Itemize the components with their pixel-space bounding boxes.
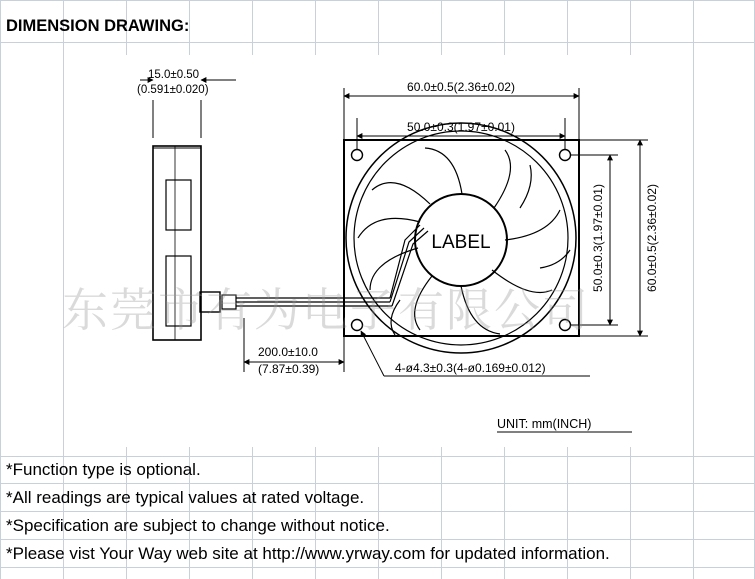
hole-spacing-vertical-label: 50.0±0.3(1.97±0.01) [591, 184, 605, 292]
fan-drawing-svg [125, 55, 680, 447]
outer-height-label: 60.0±0.5(2.36±0.02) [645, 184, 659, 292]
fan-side-view [153, 100, 220, 340]
hole-spacing-label: 50.0±0.3(1.97±0.01) [407, 120, 515, 134]
mounting-holes-label: 4-ø4.3±0.3(4-ø0.169±0.012) [395, 361, 546, 375]
lead-length-mm-label: 200.0±10.0 [258, 345, 318, 359]
thickness-mm-label: 15.0±0.50 [148, 69, 200, 81]
note-specification-change: *Specification are subject to change without notice. [6, 516, 390, 535]
lead-length-in-label: (7.87±0.39) [258, 362, 320, 376]
watermark: 东莞市有为电子有限公司 [62, 283, 590, 337]
note-typical-values: *All readings are typical values at rated voltage. [6, 488, 365, 507]
fan-label-text: LABEL [431, 232, 491, 253]
lead-wire [222, 225, 428, 309]
unit-label: UNIT: mm(INCH) [497, 417, 592, 431]
thickness-in-label: (0.591±0.020) [137, 84, 209, 96]
note-function-type: *Function type is optional. [6, 460, 201, 479]
page-title: DIMENSION DRAWING: [6, 17, 190, 35]
dimension-drawing [125, 55, 680, 447]
outer-width-label: 60.0±0.5(2.36±0.02) [407, 80, 515, 94]
note-website: *Please vist Your Way web site at http://www.yrway.com for updated information. [6, 544, 610, 563]
